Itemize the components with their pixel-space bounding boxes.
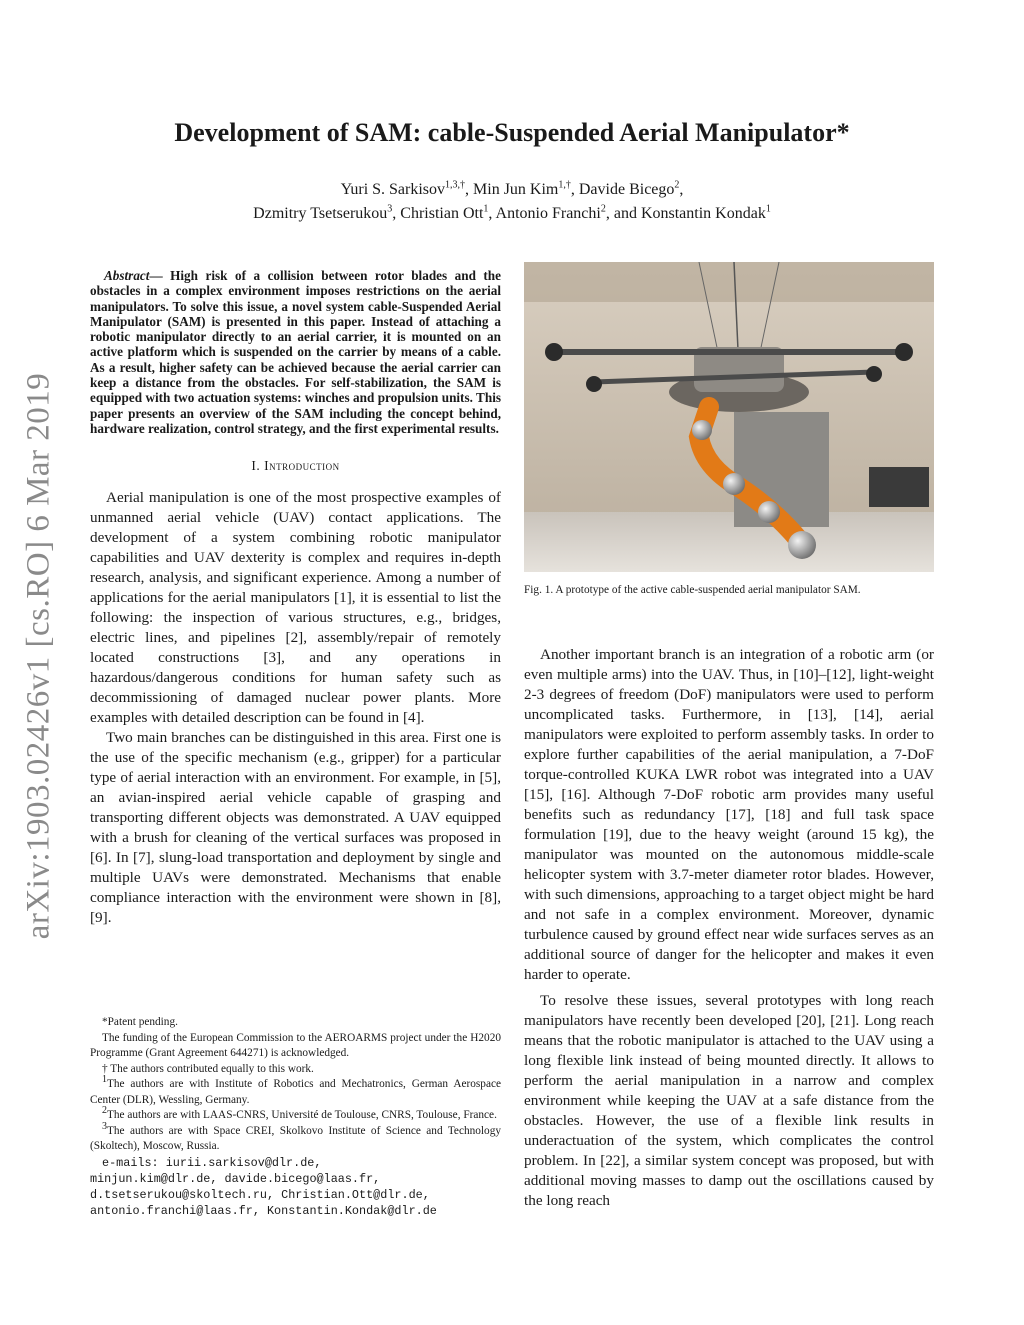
arxiv-identifier-stamp — [19, 350, 59, 962]
affiliation-mark: 3 — [387, 203, 393, 215]
motor-pod — [586, 376, 602, 392]
affiliation-mark: 2 — [600, 203, 606, 215]
arxiv-identifier-text: arXiv:1903.02426v1 [cs.RO] 6 Mar 2019 — [20, 372, 57, 940]
intro-paragraph-1: Aerial manipulation is one of the most prospective examples of unmanned aerial vehicle (UAV) contact applications. The development of a system combining robotic manipulator capabilities and UAV dexterity is complex and requires in-depth research, analysis, and significant experience. Among a number of applications for the aerial manipulators [1], it is essential to list the following: the inspection of various structures, e.g., bridges, electric lines, and pipelines [2], assembly/repair of remotely located constructions [3], and any operations in hazardous/dangerous conditions for human safety such as decommissioning of damaged nuclear power plants. More examples with detailed description can be found in [4]. — [90, 489, 501, 727]
author-name: Dzmitry Tsetserukou — [253, 205, 388, 222]
ceiling-shadow — [524, 262, 934, 302]
email-line-3: d.tsetserukou@skoltech.ru, Christian.Ott@dlr.de, — [90, 1187, 430, 1202]
author-line-1 — [90, 178, 934, 202]
footnote-funding: The funding of the European Commission to the AEROARMS project under the H2020 Programme (Grant Agreement 644271) is acknowledged. — [90, 1031, 501, 1059]
author-name: , and Konstantin Kondak — [605, 205, 766, 222]
footnote-affiliation-3 — [90, 1120, 501, 1155]
footnote-mark: 1 — [102, 1074, 107, 1086]
section-title: Introduction — [264, 458, 340, 474]
arm-joint — [723, 473, 745, 495]
abstract — [90, 268, 501, 436]
author-separator: , — [679, 181, 684, 198]
intro-paragraph-2: Two main branches can be distinguished in this area. First one is the use of the specific mechanism (e.g., gripper) for a particular type of aerial interaction with an environment. For example, in [5], an avian-inspired aerial vehicle capable of grasping and transporting different objects was demonstrated. A UAV equipped with a brush for cleaning of the vertical surfaces was proposed in [6]. In [7], slung-load transportation and deployment by single and multiple UAVs were demonstrated. Mechanisms that enable compliance interaction with the environment were shown in [8], [9]. — [90, 729, 501, 927]
email-line-4: antonio.franchi@laas.fr, Konstantin.Kondak@dlr.de — [90, 1203, 437, 1218]
right-paragraph-2: To resolve these issues, several prototypes with long reach manipulators have recently been developed [20], [21]. Long reach means that the robotic manipulator is attached to the UAV using a long flexible link instead of being mounted directly. It allows to perform the aerial manipulation in a narrow and complex environment while keeping the UAV at a safe distance from the obstacles. However, the use of a flexible link results in underactuation of the system, which complicates the control problem. In [22], a similar system concept was proposed, but with additional moving masses to damp out the oscillations caused by the long reach — [524, 992, 934, 1209]
affiliation-mark: 1 — [483, 203, 489, 215]
figure-caption: Fig. 1. A prototype of the active cable-suspended aerial manipulator SAM. — [524, 584, 861, 596]
email-line-2: minjun.kim@dlr.de, davide.bicego@laas.fr, — [90, 1171, 381, 1186]
sam-prototype-photo — [524, 262, 934, 572]
author-name: , Min Jun Kim — [465, 181, 559, 198]
motor-pod — [866, 366, 882, 382]
author-line-2 — [90, 202, 934, 226]
figure-photo-sam-prototype — [524, 262, 934, 572]
footnote-text: The authors are with Space CREI, Skolkovo Institute of Science and Technology (Skoltech), Moscow, Russia. — [90, 1124, 501, 1152]
motor-pod — [895, 343, 913, 361]
right-column-body — [524, 645, 934, 1211]
footnote-patent: *Patent pending. — [102, 1016, 178, 1028]
end-effector — [788, 531, 816, 559]
author-name: , Davide Bicego — [570, 181, 675, 198]
affiliation-mark: 1,3,† — [445, 179, 466, 191]
footnote-affiliation-1 — [90, 1074, 501, 1108]
paper-title: Development of SAM: cable-Suspended Aerial Manipulator* — [174, 118, 850, 147]
equipment-table — [869, 467, 929, 507]
affiliation-mark: 1,† — [558, 179, 571, 191]
footnote-text: The authors are with Institute of Robotics and Mechatronics, German Aerospace Center (DLR), Wessling, Germany. — [90, 1078, 501, 1106]
right-column — [524, 262, 934, 596]
footnote-equal-contribution: † The authors contributed equally to this work. — [102, 1062, 314, 1075]
left-column — [90, 268, 501, 928]
footnotes — [90, 1015, 501, 1219]
right-paragraph-1: Another important branch is an integration of a robotic arm (or even multiple arms) into the UAV. Thus, in [10]–[12], light-weight 2-3 degrees of freedom (DoF) manipulators were used to perform uncomplicated tasks. Furthermore, in [13], [14], aerial manipulators were exploited to perform assembly tasks. In order to explore further capabilities of the aerial manipulation, a 7-DoF torque-controlled KUKA LWR robot was integrated into a UAV [15], [16]. Although 7-DoF robotic arm provides many useful benefits such as redundancy [17], [18] and full task space formulation [19], due to the heavy weight (around 15 kg), the manipulator was mounted on the autonomous middle-scale helicopter system with 3.7-meter diameter rotor blades. However, with such dimensions, approaching to a target object might be hard and not safe in a complex environment. Moreover, dynamic turbulence caused by ground effect near wide surfaces serves as an additional source of danger for the helicopter and makes it even harder to operate. — [524, 646, 934, 983]
abstract-label: Abstract — [104, 268, 150, 283]
section-number: I. — [251, 458, 265, 474]
affiliation-mark: 2 — [674, 179, 680, 191]
author-list — [90, 178, 934, 226]
footnote-text: The authors are with LAAS-CNRS, Université de Toulouse, CNRS, Toulouse, France. — [107, 1109, 497, 1121]
affiliation-mark: 1 — [765, 203, 771, 215]
email-line-1: e-mails: iurii.sarkisov@dlr.de, — [102, 1155, 322, 1170]
abstract-text: — High risk of a collision between rotor blades and the obstacles in a complex environment imposes restrictions on the aerial manipulators. To solve this issue, a novel system cable-Suspended Aerial Manipulator (SAM) is presented in this paper. Instead of attaching a robotic manipulator directly to an aerial carrier, it is mounted on an active platform which is suspended on the carrier by means of a cable. As a result, higher safety can be achieved because the aerial carrier can keep a distance from the obstacles. For self-stabilization, the SAM is equipped with two actuation systems: winches and propulsion units. This paper presents an overview of the SAM including the concept behind, hardware realization, control strategy, and the first experimental results. — [90, 268, 501, 436]
author-name: , Christian Ott — [392, 205, 484, 222]
section-heading-introduction — [90, 458, 501, 474]
author-name: , Antonio Franchi — [488, 205, 601, 222]
arm-joint — [692, 420, 712, 440]
footnote-affiliation-2 — [90, 1105, 501, 1124]
floor — [524, 512, 934, 572]
footnote-mark: 3 — [102, 1120, 107, 1132]
author-name: Yuri S. Sarkisov — [340, 181, 446, 198]
footnote-mark: 2 — [102, 1105, 107, 1117]
arm-joint — [758, 501, 780, 523]
motor-pod — [545, 343, 563, 361]
